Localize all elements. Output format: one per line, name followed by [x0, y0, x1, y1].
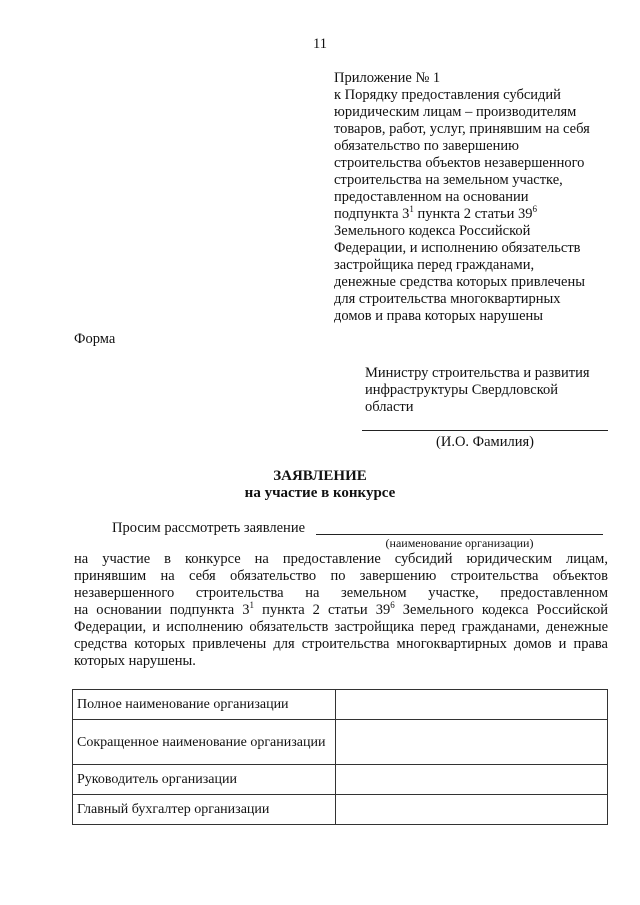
- table-label-cell: Полное наименование организации: [73, 690, 336, 720]
- body-line-reference: [74, 602, 608, 619]
- addressee-line: Министру строительства и развития: [365, 365, 590, 381]
- appendix-line: строительства объектов незавершенного: [334, 155, 585, 171]
- appendix-line: товаров, работ, услуг, принявшим на себя: [334, 121, 590, 137]
- appendix-line: застройщика перед гражданами,: [334, 257, 535, 273]
- appendix-line: для строительства многоквартирных: [334, 291, 561, 307]
- table-row: [73, 765, 608, 795]
- table-row: [73, 795, 608, 825]
- appendix-ref-line: [334, 206, 634, 223]
- appendix-line: к Порядку предоставления субсидий: [334, 87, 561, 103]
- table-label-cell: Главный бухгалтер организации: [73, 795, 336, 825]
- document-title: ЗАЯВЛЕНИЕ: [273, 468, 367, 484]
- addressee-line: области: [365, 399, 414, 415]
- appendix-ref-superscript: 6: [532, 204, 537, 215]
- appendix-line: строительства на земельном участке,: [334, 172, 563, 188]
- table-row: [73, 720, 608, 765]
- addressee-name-caption: (И.О. Фамилия): [436, 434, 534, 450]
- organization-name-field[interactable]: [316, 534, 603, 535]
- addressee-name-field[interactable]: [362, 430, 608, 431]
- appendix-ref-superscript: 1: [409, 204, 414, 215]
- table-value-cell[interactable]: [336, 765, 608, 795]
- table-label-cell: Руководитель организации: [73, 765, 336, 795]
- form-label: Форма: [74, 331, 116, 347]
- body-line: незавершенного строительства на земельном участке, предоставленном: [74, 585, 608, 601]
- appendix-line: Федерации, и исполнению обязательств: [334, 240, 581, 256]
- application-body: [74, 551, 608, 670]
- body-ref-part: пункта 2 статьи 39: [254, 602, 391, 618]
- table-row: [73, 690, 608, 720]
- appendix-ref-part: подпункта 3: [334, 206, 410, 222]
- body-line: Федерации, и исполнению обязательств застройщика перед гражданами, денежные: [74, 619, 608, 635]
- appendix-block: [334, 70, 634, 325]
- document-subtitle: на участие в конкурсе: [244, 485, 396, 501]
- body-line: которых нарушены.: [74, 653, 196, 669]
- body-ref-part: на основании подпункта 3: [74, 602, 250, 618]
- appendix-line: Земельного кодекса Российской: [334, 223, 531, 239]
- appendix-line: юридическим лицам – производителям: [334, 104, 577, 120]
- table-value-cell[interactable]: [336, 690, 608, 720]
- appendix-ref-part: пункта 2 статьи 39: [413, 206, 533, 222]
- appendix-line: предоставленном на основании: [334, 189, 529, 205]
- appendix-line: обязательство по завершению: [334, 138, 519, 154]
- request-lead-text: Просим рассмотреть заявление: [112, 520, 306, 536]
- body-line: средства которых привлечены для строительства многоквартирных домов и права: [74, 636, 608, 652]
- appendix-line: домов и права которых нарушены: [334, 308, 544, 324]
- appendix-title: Приложение № 1: [334, 70, 441, 86]
- body-line: принявшим на себя обязательство по завершению строительства объектов: [74, 568, 608, 584]
- addressee-block: [365, 365, 615, 416]
- body-ref-superscript: 6: [390, 600, 395, 611]
- body-ref-part: Земельного кодекса Российской: [394, 602, 608, 618]
- appendix-line: денежные средства которых привлечены: [334, 274, 585, 290]
- body-ref-superscript: 1: [249, 600, 255, 611]
- table-value-cell[interactable]: [336, 720, 608, 765]
- table-value-cell[interactable]: [336, 795, 608, 825]
- organization-name-caption: (наименование организации): [385, 536, 534, 550]
- table-label-cell: Сокращенное наименование организации: [73, 720, 336, 765]
- body-line: на участие в конкурсе на предоставление субсидий юридическим лицам,: [74, 551, 608, 567]
- page-number: 11: [313, 36, 327, 52]
- organization-info-table: [72, 689, 608, 825]
- addressee-line: инфраструктуры Свердловской: [365, 382, 559, 398]
